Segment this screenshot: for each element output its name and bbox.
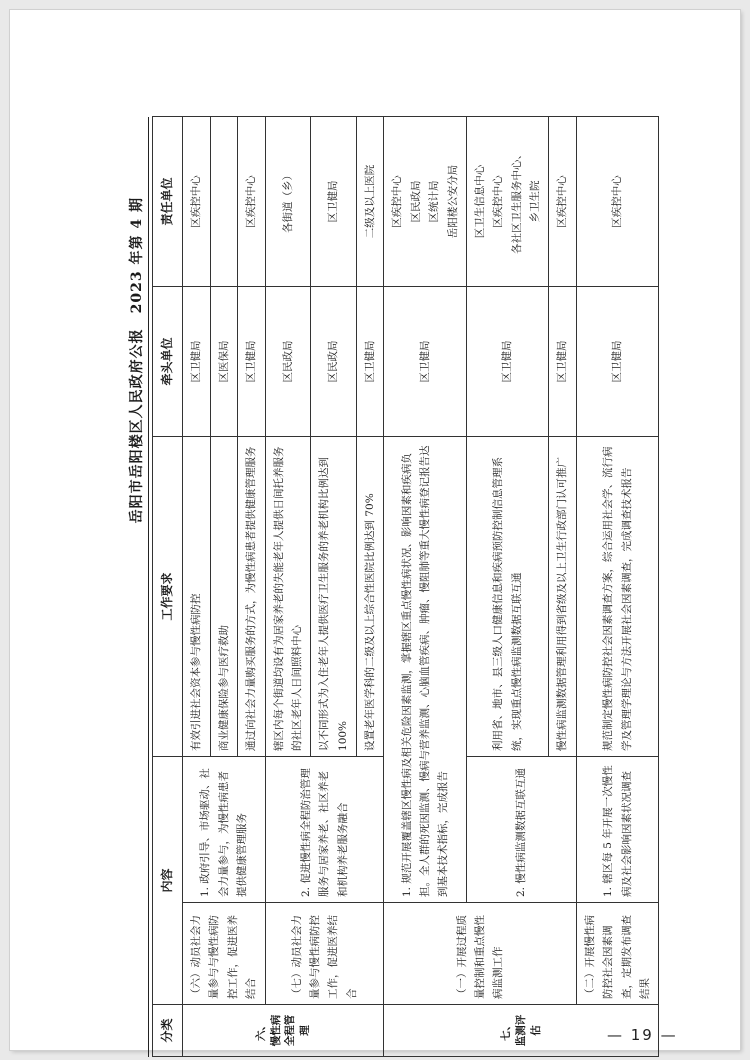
- resp-7-1-2-b: 区疾控中心: [549, 116, 576, 286]
- page-number: — 19 —: [607, 1026, 678, 1044]
- resp-6-6-1-c: 区疾控中心: [238, 116, 266, 286]
- table-row: [576, 116, 659, 1056]
- resp-7-1-2-a: [466, 116, 549, 286]
- table-header-row: [153, 116, 183, 1056]
- publication-title: 岳阳市岳阳楼区人民政府公报 2023 年第 4 期: [129, 197, 145, 524]
- sub-7-1-1: 1. 规范开展覆盖辖区慢性病及相关危险因素监测，掌握辖区重点慢性病状况、影响因素和疾病负担。全人群的死因监测、慢病与营养监测、心脑血管疾病、肿瘤、慢阻肺等重大慢性病登记报告达到基本技术指标，完成报告: [384, 436, 467, 902]
- col-category: 分类: [153, 1005, 183, 1057]
- col-content: 内容: [153, 756, 183, 1004]
- sub-7-1-2: 2. 慢性病监测数据互联互通: [466, 756, 576, 902]
- content-6-7: （七）动员社会力量参与慢性病防控工作，促进医养结合: [265, 903, 384, 1005]
- req-6-6-1-c: 通过向社会力量购买服务的方式，为慢性病患者提供健康管理服务: [238, 436, 266, 756]
- content-7-1: （一）开展过程质量控制和重点慢性病监测工作: [384, 903, 576, 1005]
- resp-7-1-2-a-2: 区疾控中心: [492, 175, 505, 228]
- page-header: [120, 117, 149, 1057]
- resp-6-6-1-a: 区疾控中心: [183, 116, 211, 286]
- lead-7-1-1: 区卫健局: [384, 286, 467, 436]
- lead-7-1-2-a: 区卫健局: [466, 286, 549, 436]
- content-7-2: （二）开展慢性病防控社会因素调查，定期发布调查结果: [576, 903, 659, 1005]
- table-row: [384, 116, 467, 1056]
- category-6-line-1: 六、: [254, 1020, 267, 1041]
- resp-7-1-1-4: 岳阳楼公安分局: [446, 164, 459, 239]
- content-6-6: （六）动员社会力量参与与慢性病防控工作，促进医养结合: [183, 903, 266, 1005]
- resp-7-1-1-3: 区统计局: [428, 180, 441, 223]
- table-row: [183, 116, 211, 1056]
- resp-7-1-1: [384, 116, 467, 286]
- lead-6-6-1-b: 区医保局: [210, 286, 238, 436]
- req-7-2-1: 规范制定慢性病防控社会因素调查方案，综合运用社会学、流行病学及管理学理论与方法开展社会因素调查，完成调查技术报告: [576, 436, 659, 756]
- sub-6-7-2: 2. 促进慢性病全程防治管理服务与居家养老、社区养老和机构养老服务融合: [265, 756, 384, 902]
- category-7-line-2: 监测评估: [514, 1014, 542, 1047]
- document-page: [10, 10, 740, 1050]
- category-6: [183, 1005, 384, 1057]
- req-6-7-2-a: 辖区内每个街道均设有为居家养老的失能老年人提供日间托养服务的社区老年人日间照料中心: [265, 436, 311, 756]
- req-6-6-1-b: 商业健康保险参与医疗救助: [210, 436, 238, 756]
- resp-7-1-2-a-1: 区卫生信息中心: [473, 164, 486, 239]
- req-7-1-2-a: 利用省、地市、县三级人口健康信息和疾病预防控制信息管理系统，实现重点慢性病监测数据互联互通: [466, 436, 549, 756]
- col-requirement: 工作要求: [153, 436, 183, 756]
- lead-6-7-2-b: 区民政局: [311, 286, 357, 436]
- lead-6-7-2-c: 区卫健局: [357, 286, 384, 436]
- resp-6-6-1-b: [210, 116, 238, 286]
- table-container: [152, 117, 659, 1057]
- req-6-6-1-a: 有效引进社会资本参与慢性病防控: [183, 436, 211, 756]
- lead-6-6-1-c: 区卫健局: [238, 286, 266, 436]
- resp-6-7-2-c: 二级及以上医院: [357, 116, 384, 286]
- category-6-line-3: 全程管理: [284, 1014, 311, 1047]
- resp-6-7-2-b: 区卫健局: [311, 116, 357, 286]
- lead-6-6-1-a: 区卫健局: [183, 286, 211, 436]
- lead-7-2-1: 区卫健局: [576, 286, 659, 436]
- req-6-7-2-c: 设置老年医学科的二级及以上综合性医院比例达到 70%: [357, 436, 384, 756]
- col-lead-unit: 牵头单位: [153, 286, 183, 436]
- col-resp-unit: 责任单位: [153, 116, 183, 286]
- sub-7-2-1: 1. 辖区每 5 年开展一次慢性病及社会影响因素状况调查: [576, 756, 659, 902]
- resp-7-1-2-a-3: 各社区卫生服务中心、: [510, 148, 523, 254]
- category-6-line-2: 慢性病: [269, 1014, 282, 1047]
- req-6-7-2-b: 以不同形式为入住老年人提供医疗卫生服务的养老机构比例达到 100%: [311, 436, 357, 756]
- resp-7-2-1: 区疾控中心: [576, 116, 659, 286]
- lead-7-1-2-b: 区卫健局: [549, 286, 576, 436]
- req-7-1-2-b: 慢性病监测数据管理利用得到省级及以上卫生行政部门认可推广: [549, 436, 576, 756]
- table-row: [265, 116, 311, 1056]
- resp-7-1-2-a-4: 乡卫生院: [529, 180, 541, 223]
- category-7-line-1: 七、: [500, 1020, 513, 1041]
- lead-6-7-2-a: 区民政局: [265, 286, 311, 436]
- rotated-content: [120, 117, 651, 1057]
- sub-6-6-1: 1. 政府引导、市场驱动、社会力量参与，为慢性病患者提供健康管理服务: [183, 756, 266, 902]
- resp-7-1-1-2: 区民政局: [409, 180, 422, 223]
- resp-6-7-2-a: 各街道（乡）: [265, 116, 311, 286]
- work-table: [152, 116, 659, 1057]
- resp-7-1-1-1: 区疾控中心: [391, 175, 404, 228]
